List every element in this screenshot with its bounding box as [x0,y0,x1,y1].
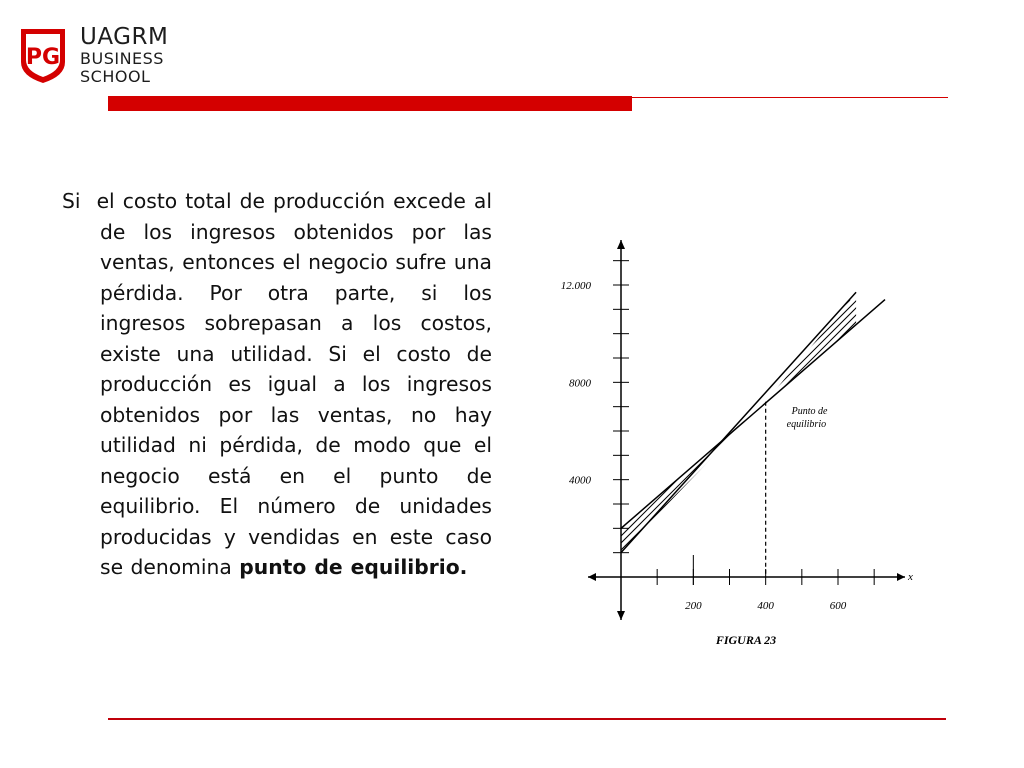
hatch-line [384,300,724,640]
x-tick-label: 600 [829,600,847,612]
hatch-line [573,300,913,640]
hatch-line [328,300,668,640]
hatch-line [944,300,1024,640]
hatch-line [335,300,675,640]
hatch-line [664,300,1004,640]
hatch-line [251,300,591,640]
hatch-line [160,300,500,640]
hatch-line [930,300,1024,640]
hatch-line [286,300,626,640]
hatch-line [853,300,1024,640]
x-axis-right-arrow [897,573,905,581]
x-tick-label: 200 [685,600,702,612]
hatch-line [615,300,955,640]
hatch-line [916,300,1024,640]
hatch-line [503,300,843,640]
hatch-line [398,300,738,640]
hatch-line [587,300,927,640]
hatch-line [720,300,1024,640]
hatch-line [741,300,1024,640]
hatch-line [748,300,1024,640]
hatch-line [510,300,850,640]
hatch-line [580,300,920,640]
break-even-annotation: Punto de [791,405,828,417]
hatch-line [300,300,640,640]
hatch-line [860,300,1024,640]
hatch-line [629,300,969,640]
hatch-line [195,300,535,640]
hatch-line [426,300,766,640]
hatch-line [489,300,829,640]
hatch-line [356,300,696,640]
hatch-line [706,300,1024,640]
hatch-line [671,300,1011,640]
hatch-line [223,300,563,640]
hatch-line [447,300,787,640]
hatch-line [482,300,822,640]
hatch-line [398,300,738,640]
hatch-line [874,300,1024,640]
hatch-line [762,300,1024,640]
hatch-line [909,300,1024,640]
hatch-line [902,300,1024,640]
hatch-line [377,300,717,640]
hatch-line [951,300,1024,640]
hatch-line [349,300,689,640]
hatch-line [531,300,871,640]
hatch-line [874,300,1024,640]
hatch-line [216,300,556,640]
hatch-line [769,300,1024,640]
hatch-line [895,300,1024,640]
hatch-line [608,300,948,640]
hatch-line [384,300,724,640]
x-axis-left-arrow [588,573,596,581]
hatch-line [629,300,969,640]
hatch-line [475,300,815,640]
hatch-line [741,300,1024,640]
break-even-annotation: equilibrio [786,418,827,430]
logo-line-uagrm: UAGRM [80,24,169,50]
hatch-line [594,300,934,640]
hatch-line [580,300,920,640]
hatch-line [188,300,528,640]
hatch-line [888,300,1024,640]
hatch-line [888,300,1024,640]
hatch-line [244,300,584,640]
hatch-line [258,300,598,640]
hatch-line [265,300,605,640]
hatch-line [601,300,941,640]
hatch-line [692,300,1024,640]
hatch-line [825,300,1024,640]
hatch-line [496,300,836,640]
hatch-line [195,300,535,640]
hatch-line [671,300,1011,640]
hatch-line [517,300,857,640]
hatch-line [923,300,1024,640]
hatch-line [433,300,773,640]
hatch-line [958,300,1024,640]
hatch-line [930,300,1024,640]
hatch-line [811,300,1024,640]
hatch-line [559,300,899,640]
hatch-line [181,300,521,640]
hatch-line [160,300,500,640]
hatch-line [622,300,962,640]
hatch-line [545,300,885,640]
hatch-line [706,300,1024,640]
hatch-line [321,300,661,640]
hatch-line [342,300,682,640]
hatch-line [727,300,1024,640]
hatch-line [720,300,1024,640]
hatch-line [881,300,1024,640]
hatch-line [909,300,1024,640]
hatch-line [370,300,710,640]
hatch-line [755,300,1024,640]
paragraph-lead-word: Si [62,189,81,213]
hatch-line [713,300,1024,640]
hatch-line [636,300,976,640]
hatch-line [573,300,913,640]
hatch-line [958,300,1024,640]
hatch-line [769,300,1024,640]
hatch-line [860,300,1024,640]
hatch-line [818,300,1024,640]
hatch-line [258,300,598,640]
hatch-line [944,300,1024,640]
hatch-line [314,300,654,640]
y-tick-label: 4000 [569,474,591,487]
hatch-line [363,300,703,640]
hatch-line [230,300,570,640]
hatch-line [167,300,507,640]
hatch-line [209,300,549,640]
hatch-line [804,300,1024,640]
hatch-line [265,300,605,640]
paragraph-text: el costo total de producción excede al de los ingresos obtenidos por las ventas, entonces el negocio sufre una pérdida. Por otra parte, si los ingresos sobrepasan a los costos, existe una utilidad. Si el costo de producción es igual a los ingresos obtenidos por las ventas, no hay utilidad ni pérdida, de modo que el negocio está en el punto de equilibrio. El número de unidades producidas y vendidas en este caso se denomina [96,189,492,579]
hatch-line [174,300,514,640]
hatch-line [454,300,794,640]
hatch-line [517,300,857,640]
hatch-line [678,300,1018,640]
hatch-line [615,300,955,640]
hatch-line [748,300,1024,640]
hatch-line [293,300,633,640]
hatch-line [839,300,1024,640]
hatch-line [839,300,1024,640]
hatch-line [426,300,766,640]
hatch-line [552,300,892,640]
hatch-line [440,300,780,640]
hatch-line [895,300,1024,640]
hatch-line [251,300,591,640]
hatch-line [797,300,1024,640]
hatch-line [657,300,997,640]
hatch-line [412,300,752,640]
hatch-line [713,300,1024,640]
hatch-line [538,300,878,640]
hatch-line [482,300,822,640]
x-axis-label: x [908,571,913,583]
hatch-line [419,300,759,640]
hatch-line [391,300,731,640]
hatch-line [377,300,717,640]
hatch-line [937,300,1024,640]
hatch-line [209,300,549,640]
hatch-line [202,300,542,640]
y-tick-label: 12.000 [560,280,591,292]
hatch-line [412,300,752,640]
hatch-line [685,300,1024,640]
hatch-line [419,300,759,640]
hatch-line [440,300,780,640]
hatch-line [664,300,1004,640]
hatch-line [699,300,1024,640]
hatch-line [818,300,1024,640]
hatch-line [594,300,934,640]
hatch-line [237,300,577,640]
hatch-line [454,300,794,640]
hatch-line [328,300,668,640]
hatch-line [307,300,647,640]
hatch-line [272,300,612,640]
logo-line-school: SCHOOL [80,67,151,86]
hatch-line [496,300,836,640]
hatch-line [566,300,906,640]
hatch-line [349,300,689,640]
hatch-line [608,300,948,640]
hatch-line [475,300,815,640]
hatch-line [300,300,640,640]
loss-region-hatch [160,300,1024,640]
hatch-line [279,300,619,640]
hatch-line [223,300,563,640]
hatch-line [279,300,619,640]
y-axis-top-arrow [617,240,625,249]
hatch-line [829,300,1024,640]
chart-title: FIGURA 23 [715,633,777,647]
hatch-line [321,300,661,640]
y-axis-bottom-arrow [617,611,625,620]
hatch-line [846,300,1024,640]
logo-line-business: BUSINESS [80,49,164,68]
hatch-line [272,300,612,640]
hatch-line [174,300,514,640]
hatch-line [244,300,584,640]
profit-region-hatch [160,300,1024,640]
hatch-line [433,300,773,640]
hatch-line [230,300,570,640]
hatch-line [727,300,1024,640]
hatch-line [678,300,1018,640]
hatch-line [811,300,1024,640]
hatch-line [587,300,927,640]
hatch-line [734,300,1024,640]
hatch-line [783,300,1024,640]
hatch-line [307,300,647,640]
hatch-line [622,300,962,640]
hatch-line [335,300,675,640]
hatch-line [923,300,1024,640]
hatch-line [342,300,682,640]
svg-text:PG: PG [25,45,61,70]
hatch-line [489,300,829,640]
y-tick-label: 8000 [569,377,591,390]
paragraph-bold-term: punto de equilibrio. [239,555,468,579]
hatch-line [755,300,1024,640]
hatch-line [937,300,1024,640]
hatch-line [237,300,577,640]
hatch-line [804,300,1024,640]
hatch-line [783,300,1024,640]
hatch-line [902,300,1024,640]
hatch-line [867,300,1024,640]
hatch-line [510,300,850,640]
hatch-line [559,300,899,640]
hatch-line [391,300,731,640]
hatch-line [951,300,1024,640]
hatch-line [216,300,556,640]
hatch-line [762,300,1024,640]
hatch-line [867,300,1024,640]
hatch-line [503,300,843,640]
hatch-line [188,300,528,640]
hatch-line [853,300,1024,640]
hatch-line [370,300,710,640]
hatch-line [916,300,1024,640]
hatch-line [829,300,1024,640]
hatch-line [692,300,1024,640]
hatch-line [286,300,626,640]
hatch-line [468,300,808,640]
hatch-line [202,300,542,640]
hatch-line [552,300,892,640]
hatch-line [356,300,696,640]
hatch-line [734,300,1024,640]
hatch-line [685,300,1024,640]
hatch-line [601,300,941,640]
hatch-line [636,300,976,640]
hatch-line [293,300,633,640]
x-tick-label: 400 [757,600,774,612]
hatch-line [181,300,521,640]
hatch-line [461,300,801,640]
hatch-line [314,300,654,640]
hatch-line [538,300,878,640]
hatch-line [699,300,1024,640]
hatch-line [167,300,507,640]
hatch-line [846,300,1024,640]
hatch-line [797,300,1024,640]
hatch-line [566,300,906,640]
footer-divider-line [108,718,946,720]
hatch-line [881,300,1024,640]
hatch-line [657,300,997,640]
series-line-2 [621,300,885,529]
hatch-line [461,300,801,640]
hatch-line [447,300,787,640]
hatch-line [825,300,1024,640]
hatch-line [363,300,703,640]
hatch-line [468,300,808,640]
hatch-line [545,300,885,640]
